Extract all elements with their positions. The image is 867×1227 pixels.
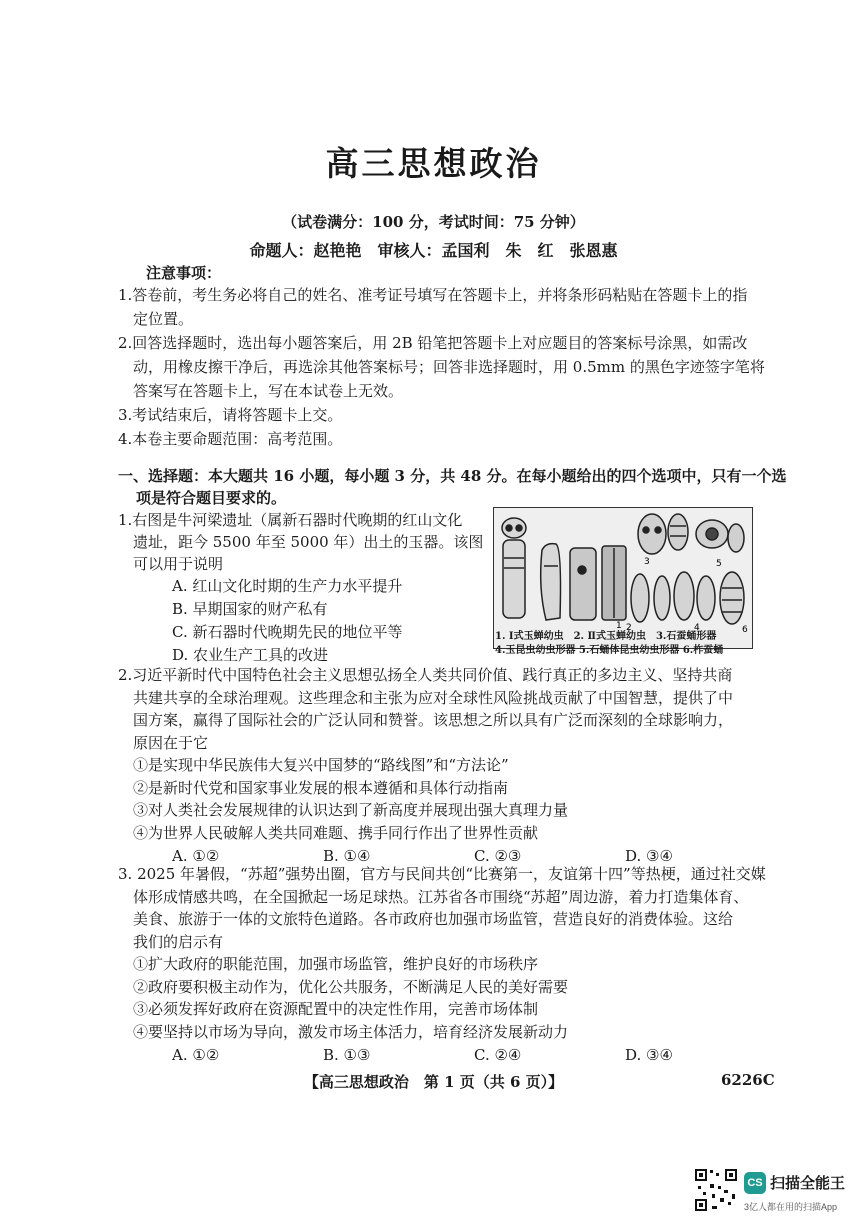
note-3 bbox=[118, 403, 778, 427]
figure-number-5: 5 bbox=[716, 559, 722, 569]
note-1 bbox=[118, 283, 778, 331]
camscanner-slogan: 3亿人都在用的扫描App bbox=[744, 1202, 838, 1212]
q3-option-d[interactable]: D. ③④ bbox=[625, 1046, 673, 1064]
q1-option-d[interactable]: D. 农业生产工具的改进 bbox=[172, 646, 329, 664]
q2-stem-line-1: 2.习近平新时代中国特色社会主义思想弘扬全人类共同价值、践行真正的多边主义、坚持共商 bbox=[118, 666, 733, 684]
note-2-line-1: 2.回答选择题时，选出每小题答案后，用 2B 铅笔把答题卡上对应题目的答案标号涂黑，如需改 bbox=[118, 334, 748, 352]
page-title: 高三思想政治 bbox=[325, 144, 542, 183]
authors-line: 命题人：赵艳艳 审核人：孟国利 朱 红 张恩惠 bbox=[249, 241, 618, 260]
question-2 bbox=[118, 664, 776, 868]
note-3-line-1: 3.考试结束后，请将答题卡上交。 bbox=[118, 406, 343, 424]
jade-artifacts-figure bbox=[493, 507, 753, 649]
paper-code: 6226C bbox=[721, 1071, 775, 1089]
q2-item-3: ③对人类社会发展规律的认识达到了新高度并展现出强大真理力量 bbox=[133, 801, 569, 819]
figure-number-4: 4 bbox=[694, 623, 700, 633]
notes-heading: 注意事项： bbox=[146, 264, 222, 282]
note-2-line-2: 动，用橡皮擦干净后，再选涂其他答案标号；回答非选择题时，用 0.5mm 的黑色字迹签字笔将 bbox=[133, 358, 765, 376]
q2-item-4: ④为世界人民破解人类共同难题、携手同行作出了世界性贡献 bbox=[133, 823, 539, 842]
q3-item-1: ①扩大政府的职能范围，加强市场监管，维护良好的市场秩序 bbox=[133, 955, 539, 973]
camscanner-logo-icon: CS bbox=[744, 1172, 766, 1194]
note-2-line-3: 答案写在答题卡上，写在本试卷上无效。 bbox=[133, 382, 404, 400]
q2-stem-line-3: 国方案，赢得了国际社会的广泛认同和赞誉。该思想之所以具有广泛而深刻的全球影响力， bbox=[133, 711, 734, 729]
q3-stem-line-1: 3. 2025 年暑假，“苏超”强势出圈，官方与民间共创“比赛第一，友谊第十四”等热梗，通过社交媒 bbox=[118, 865, 766, 883]
q2-option-c[interactable]: C. ②③ bbox=[474, 847, 522, 865]
question-3 bbox=[118, 863, 776, 1067]
figure-number-2: 2 bbox=[626, 623, 632, 633]
q3-option-c[interactable]: C. ②④ bbox=[474, 1046, 522, 1064]
q1-option-c[interactable]: C. 新石器时代晚期先民的地位平等 bbox=[172, 623, 403, 641]
q3-stem-line-4: 我们的启示有 bbox=[133, 932, 224, 951]
jade-cicada-larva-2 bbox=[541, 544, 561, 620]
q3-stem-line-2: 体形成情感共鸣，在全国掀起一场足球热。江苏省各市围绕“苏超”周边游，着力打造集体育、 bbox=[133, 887, 749, 906]
jade-cicada-larva-1 bbox=[502, 518, 526, 618]
q1-option-b[interactable]: B. 早期国家的财产私有 bbox=[172, 600, 328, 618]
figure-caption-2: 4.玉昆虫幼虫形器 5.石蛹体昆虫幼虫形器 6.柞蚕蛹 bbox=[495, 645, 724, 656]
note-2 bbox=[118, 331, 778, 403]
q3-option-a[interactable]: A. ①② bbox=[172, 1046, 220, 1064]
jade-artifacts-drawing bbox=[494, 508, 752, 648]
note-4 bbox=[118, 427, 778, 451]
q3-stem-line-3: 美食、旅游于一体的文旅特色道路。各市政府也加强市场监管，营造良好的消费体验。这给 bbox=[133, 910, 734, 928]
figure-number-1: 1 bbox=[616, 621, 622, 631]
q2-option-d[interactable]: D. ③④ bbox=[625, 847, 673, 865]
q2-stem-line-2: 共建共享的全球治理观。这些理念和主张为应对全球性风险挑战贡献了中国智慧，提供了中 bbox=[133, 688, 734, 707]
q1-stem-line-1: 1.右图是牛河梁遗址（属新石器时代晚期的红山文化 bbox=[118, 511, 463, 529]
section-heading: 一、选择题：本大题共 16 小题，每小题 3 分，共 48 分。在每小题给出的四个选项中，只有一个选 bbox=[118, 467, 787, 485]
q1-stem-line-2: 遗址，距今 5500 年至 5000 年）出土的玉器。该图 bbox=[133, 533, 484, 551]
q1-option-a[interactable]: A. 红山文化时期的生产力水平提升 bbox=[172, 577, 403, 595]
note-4-line-1: 4.本卷主要命题范围：高考范围。 bbox=[118, 430, 343, 448]
q2-option-b[interactable]: B. ①④ bbox=[323, 847, 371, 865]
question-1 bbox=[118, 509, 483, 667]
figure-caption-1: 1. Ⅰ式玉蝉幼虫 2. Ⅱ式玉蝉幼虫 3.石蚕蛹形器 bbox=[495, 631, 717, 642]
stone-silkworm-block bbox=[570, 546, 626, 620]
qr-code-icon bbox=[694, 1168, 738, 1212]
figure-number-6: 6 bbox=[742, 625, 748, 635]
camscanner-name: 扫描全能王 bbox=[770, 1175, 846, 1192]
q2-option-a[interactable]: A. ①② bbox=[172, 847, 220, 865]
q3-item-2: ②政府要积极主动作为，优化公共服务，不断满足人民的美好需要 bbox=[133, 977, 569, 996]
figure-number-3: 3 bbox=[644, 557, 650, 567]
section-heading-cont: 项是符合题目要求的。 bbox=[136, 489, 287, 507]
q3-item-4: ④要坚持以市场为导向，激发市场主体活力，培育经济发展新动力 bbox=[133, 1022, 569, 1041]
q3-option-b[interactable]: B. ①③ bbox=[323, 1046, 371, 1064]
q2-item-1: ①是实现中华民族伟大复兴中国梦的“路线图”和“方法论” bbox=[133, 756, 509, 774]
q3-item-3: ③必须发挥好政府在资源配置中的决定性作用，完善市场体制 bbox=[133, 1000, 539, 1018]
q2-item-2: ②是新时代党和国家事业发展的根本遵循和具体行动指南 bbox=[133, 778, 509, 797]
note-1-line-1: 1.答卷前，考生务必将自己的姓名、准考证号填写在答题卡上，并将条形码粘贴在答题卡上的指 bbox=[118, 286, 748, 304]
exam-info: （试卷满分：100 分，考试时间：75 分钟） bbox=[282, 213, 585, 231]
note-1-line-2: 定位置。 bbox=[133, 310, 194, 328]
q3-options bbox=[118, 1043, 776, 1067]
q1-stem-line-3: 可以用于说明 bbox=[133, 555, 224, 573]
pupa-shaped-artifacts bbox=[631, 572, 744, 624]
page-footer: 【高三思想政治 第 1 页（共 6 页）】 bbox=[303, 1073, 564, 1091]
q2-stem-line-4: 原因在于它 bbox=[133, 733, 209, 752]
insect-larva-heads bbox=[638, 514, 744, 554]
